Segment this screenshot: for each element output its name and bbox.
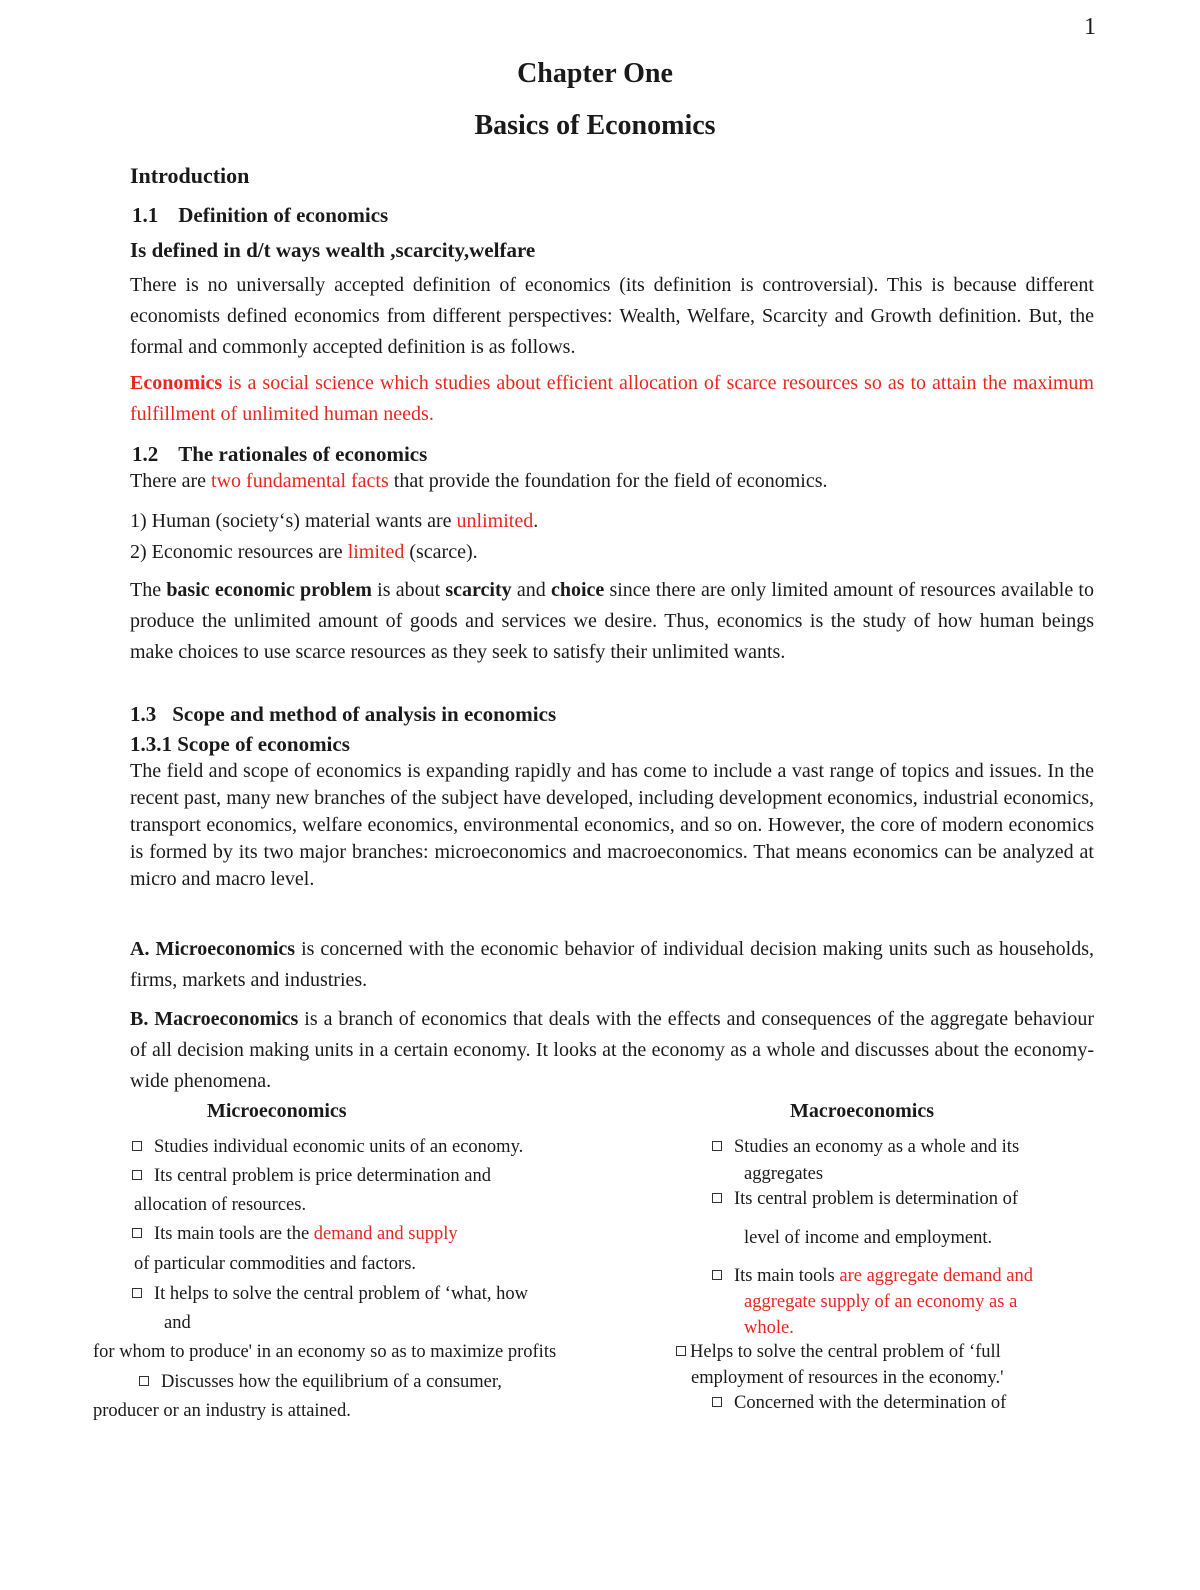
section-number: 1.1 [132, 203, 159, 227]
economics-term: Economics [130, 372, 223, 394]
text-run: (scarce). [404, 541, 478, 563]
checkbox-bullet-icon [132, 1141, 142, 1151]
micro-bullet-5-cont: producer or an industry is attained. [93, 1401, 351, 1421]
micro-bullet-1 [132, 1133, 523, 1162]
checkbox-bullet-icon [712, 1270, 722, 1280]
text-run: There are [130, 470, 212, 492]
micro-bullet-4-cont2: for whom to produce' in an economy so as to maximize profits [93, 1342, 557, 1362]
highlight-text: are aggregate demand and [839, 1266, 1033, 1286]
basic-problem-paragraph [130, 575, 1094, 668]
macro-bullet-3-cont2: whole. [744, 1318, 794, 1338]
text-run: and [511, 579, 551, 601]
scope-paragraph [130, 758, 1094, 893]
micro-bullet-2-cont: allocation of resources. [134, 1195, 307, 1215]
macro-bullet-4 [676, 1338, 1001, 1367]
bullet-text: It helps to solve the central problem of ‘what, how [154, 1284, 529, 1304]
macro-bullet-5 [712, 1389, 1006, 1418]
checkbox-bullet-icon [712, 1141, 722, 1151]
bullet-text: Its central problem is price determination and [154, 1166, 491, 1186]
highlight-text: two fundamental facts [211, 470, 389, 492]
macro-bullet-2 [712, 1185, 1018, 1214]
highlight-text: limited [347, 541, 405, 563]
text-run: since there are only limited amount of resources available to produce the unlimited amount of goods and services we desire. Thus, economics is the study of how human beings make choices to use scarce resources as they seek to satisfy their unlimited wants. [130, 579, 1094, 663]
highlight-text: unlimited [456, 510, 534, 532]
scope-text: The field and scope of economics is expanding rapidly and has come to include a vast range of topics and issues. In the recent past, many new branches of the subject have developed, including development economics, industrial economics, transport economics, welfare economics, environmental economics, and so on. However, the core of modern economics is formed by its two major branches: microeconomics and macroeconomics. That means economics can be analyzed at micro and macro level. [130, 760, 1094, 890]
economics-definition-text: is a social science which studies about efficient allocation of scarce resources so as to attain the maximum fulfillment of unlimited human needs. [130, 372, 1094, 425]
macro-bullet-3-cont: aggregate supply of an economy as a [744, 1292, 1018, 1312]
checkbox-bullet-icon [132, 1288, 142, 1298]
section-number: 1.3 [130, 702, 157, 726]
macro-bullet-2-cont: level of income and employment. [744, 1228, 993, 1248]
section-title: Definition of economics [178, 203, 389, 227]
micro-bullet-3-cont: of particular commodities and factors. [134, 1254, 417, 1274]
micro-bullet-4-cont: and [164, 1313, 191, 1333]
micro-bullet-4 [132, 1280, 528, 1309]
bullet-text: Its main tools are the [154, 1224, 314, 1244]
label: B. [130, 1008, 149, 1030]
checkbox-bullet-icon [676, 1346, 686, 1356]
text-run: is a branch of economics that deals with the effects and consequences of the aggregate behaviour of all decision making units in a certain economy. It looks at the economy as a whole and discusses about the economy-wide phenomena. [130, 1008, 1094, 1092]
bold-term: choice [550, 579, 605, 601]
bold-term: scarcity [445, 579, 512, 601]
text-run: 1) Human (society‘s) material wants are [130, 510, 457, 532]
text-run: 2) Economic resources are [130, 541, 348, 563]
definition-paragraph [130, 270, 1094, 363]
text-run: . [533, 510, 539, 532]
micro-bullet-2 [132, 1162, 491, 1191]
bullet-text: Concerned with the determination of [734, 1393, 1007, 1413]
section-title: Scope and method of analysis in economics [172, 702, 557, 726]
page-number: 1 [1084, 14, 1096, 40]
checkbox-bullet-icon [712, 1397, 722, 1407]
text-run: is about [371, 579, 446, 601]
defined-ways-heading: Is defined in d/t ways wealth ,scarcity,welfare [130, 238, 536, 262]
macro-bullet-4-cont: employment of resources in the economy.' [691, 1368, 1004, 1388]
section-1-1-heading [132, 203, 388, 228]
fact-1 [130, 506, 1094, 537]
section-title: The rationales of economics [178, 442, 428, 466]
bold-term: Macroeconomics [154, 1008, 299, 1030]
bold-term: Microeconomics [155, 938, 296, 960]
text-run: is concerned with the economic behavior of individual decision making units such as households, firms, markets and industries. [130, 938, 1094, 991]
macro-column-heading: Macroeconomics [790, 1100, 935, 1122]
bold-term: basic economic problem [166, 579, 372, 601]
highlight-text: demand and supply [313, 1224, 458, 1244]
micro-bullet-5 [139, 1368, 502, 1397]
fact-2 [130, 537, 1094, 568]
microeconomics-definition [130, 934, 1094, 996]
checkbox-bullet-icon [132, 1228, 142, 1238]
macro-bullet-1 [712, 1133, 1019, 1162]
text-run: that provide the foundation for the field of economics. [388, 470, 828, 492]
definition-text: There is no universally accepted definition of economics (its definition is controversial). This is because different economists defined economics from different perspectives: Wealth, Welfare, Scarcity and Growth definition. But, the formal and commonly accepted definition is as follows. [130, 274, 1094, 358]
chapter-subtitle: Basics of Economics [474, 110, 716, 141]
bullet-text: Studies individual economic units of an economy. [154, 1137, 524, 1157]
macroeconomics-definition [130, 1004, 1094, 1097]
checkbox-bullet-icon [132, 1170, 142, 1180]
bullet-text: Studies an economy as a whole and its [734, 1137, 1020, 1157]
economics-definition [130, 368, 1094, 430]
section-1-3-1-heading: 1.3.1 Scope of economics [130, 732, 350, 756]
bullet-text: Its central problem is determination of [734, 1189, 1019, 1209]
macro-bullet-3 [712, 1262, 1033, 1291]
section-1-2-heading [132, 442, 427, 467]
label: A. [130, 938, 150, 960]
micro-column-heading: Microeconomics [207, 1100, 347, 1122]
checkbox-bullet-icon [712, 1193, 722, 1203]
rationale-text [130, 466, 1094, 497]
introduction-heading: Introduction [130, 163, 250, 188]
section-number: 1.2 [132, 442, 159, 466]
bullet-text: Helps to solve the central problem of ‘full [690, 1342, 1001, 1362]
macro-bullet-1-cont: aggregates [744, 1164, 824, 1184]
section-1-3-heading [130, 702, 556, 727]
bullet-text: Discusses how the equilibrium of a consumer, [161, 1372, 502, 1392]
bullet-text: Its main tools [734, 1266, 840, 1286]
checkbox-bullet-icon [139, 1376, 149, 1386]
text-run: The [130, 579, 167, 601]
micro-bullet-3 [132, 1220, 458, 1249]
chapter-title: Chapter One [517, 58, 673, 89]
